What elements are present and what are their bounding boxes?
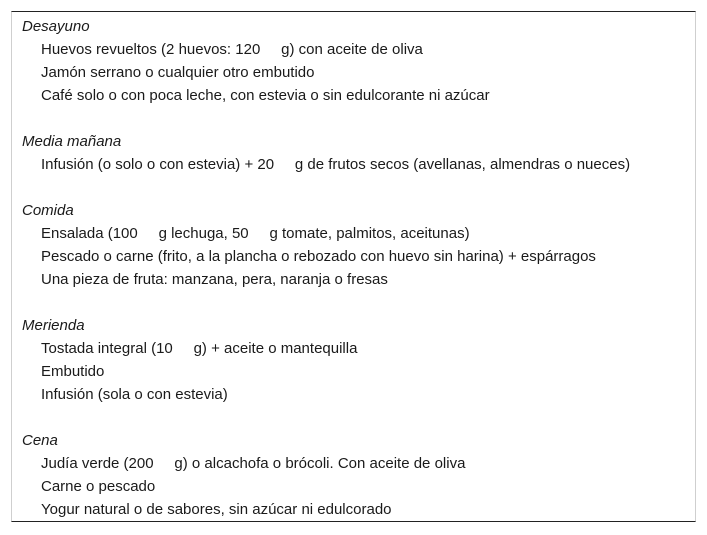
list-item: Infusión (o solo o con estevia) + 20 g de frutos secos (avellanas, almendras o nueces): [41, 156, 631, 173]
section-merienda: [22, 314, 695, 406]
list-item: Judía verde (200 g) o alcachofa o brócoli. Con aceite de oliva: [41, 455, 466, 472]
list-item: Huevos revueltos (2 huevos: 120 g) con aceite de oliva: [41, 41, 423, 58]
section-title: Comida: [22, 202, 74, 219]
list-item: Yogur natural o de sabores, sin azúcar ni edulcorado: [41, 501, 392, 518]
section-desayuno: [22, 15, 695, 107]
list-item: Jamón serrano o cualquier otro embutido: [41, 64, 315, 81]
list-item: Ensalada (100 g lechuga, 50 g tomate, palmitos, aceitunas): [41, 225, 470, 242]
list-item: Infusión (sola o con estevia): [41, 386, 228, 403]
section-title: Cena: [22, 432, 58, 449]
list-item: Carne o pescado: [41, 478, 156, 495]
list-item: Una pieza de fruta: manzana, pera, naranja o fresas: [41, 271, 388, 288]
list-item: Tostada integral (10 g) + aceite o mantequilla: [41, 340, 358, 357]
list-item: Pescado o carne (frito, a la plancha o rebozado con huevo sin harina) + espárragos: [41, 248, 596, 265]
section-comida: [22, 199, 695, 291]
section-title: Merienda: [22, 317, 85, 334]
list-item: Embutido: [41, 363, 105, 380]
section-media-manana: [22, 130, 695, 176]
section-title: Media mañana: [22, 133, 122, 150]
meal-plan-table: [11, 11, 696, 522]
list-item: Café solo o con poca leche, con estevia o sin edulcorante ni azúcar: [41, 87, 490, 104]
section-title: Desayuno: [22, 18, 90, 35]
section-cena: [22, 429, 695, 521]
